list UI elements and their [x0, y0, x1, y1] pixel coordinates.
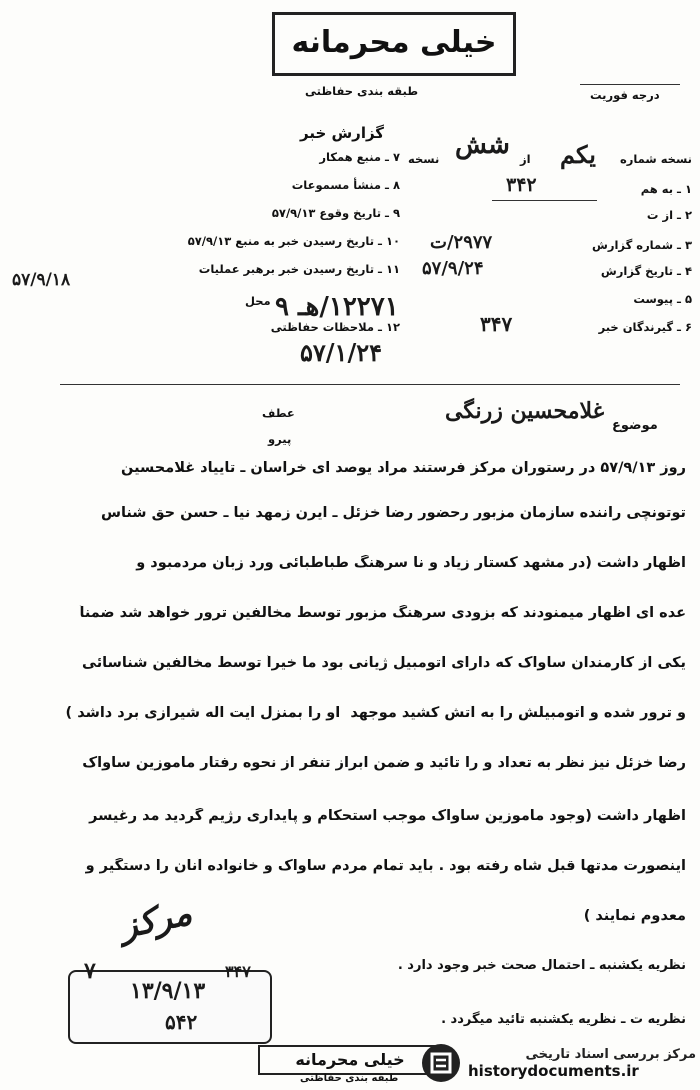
signature: مرکز	[116, 892, 196, 948]
body-line-3: اظهار داشت (در مشهد کستار زیاد و نا سرهنگ طباطبائی ورد زبان مردمبود و	[136, 555, 686, 571]
bottom-secret-stamp-text: خیلی محرمانه	[295, 1050, 405, 1069]
subject-value: غلامحسین زرنگی	[445, 398, 605, 424]
attachment-label: ۵ ـ پیوست	[633, 292, 692, 306]
received-source-label: ۱۰ ـ تاریخ رسیدن خبر به منبع ۵۷/۹/۱۳	[187, 234, 400, 248]
from-label: ۲ ـ از ت	[646, 208, 692, 222]
body-line-8: اظهار داشت (وجود ماموزین ساواک موجب استحکام و پایداری رژیم گردید مد رغیسر	[89, 808, 686, 824]
place-label: محل	[245, 294, 271, 308]
classification-label: طبقه بندی حفاظتی	[305, 84, 419, 98]
top-secret-stamp-text: خیلی محرمانه	[291, 25, 497, 60]
copy-unit-label: نسخه	[408, 152, 440, 166]
top-secret-stamp	[272, 12, 516, 76]
atf-label: عطف	[262, 406, 295, 420]
notes-label: ۱۲ ـ ملاحظات حفاظتی	[270, 320, 400, 334]
subject-label: موضوع	[612, 418, 658, 433]
copy-number: یکم	[560, 140, 596, 169]
peyro-label: پیرو	[268, 432, 292, 446]
theory-line-1: نظریه یکشنبه ـ احتمال صحت خبر وجود دارد .	[397, 958, 686, 973]
bottom-secret-stamp	[258, 1045, 442, 1075]
header-underline	[580, 84, 680, 85]
to-underline	[492, 200, 597, 201]
to-label: ۱ ـ به هم	[640, 182, 692, 196]
source-label: ۷ ـ منبع همکار	[319, 150, 400, 164]
logo-url: historydocuments.ir	[468, 1061, 639, 1080]
body-line-9: اینصورت مدتها قبل شاه رفته بود . باید تمام مردم ساواک و خانواده آنان را دستگیر و	[85, 858, 686, 874]
received-ops-value: ۵۷/۹/۱۸	[12, 270, 71, 290]
report-number-value: ۲۹۷۷/ت	[430, 232, 493, 253]
logo-text: مرکز بررسی اسناد تاریخی	[525, 1046, 696, 1062]
body-line-2: توتونچی راننده سازمان مزبور رحضور رضا خزئل ـ ایرن زمهد نیا ـ حسن حق شناس	[100, 505, 686, 521]
recipients-value: ۳۴۷	[480, 312, 513, 336]
urgency-label: درجه فوریت	[590, 88, 660, 102]
to-value: ۳۴۲	[506, 174, 537, 196]
section-divider	[60, 384, 680, 385]
body-line-6: و ترور شده و اتومبیلش را به آتش کشید موجهد ‌ او را بمنزل آیت اله شیرازی برد داشد )	[65, 705, 686, 721]
theory-line-2: نظریه ت ـ نظریه یکشنبه تائید میگردد .	[441, 1012, 686, 1027]
reference-date: ۵۷/۱/۲۴	[300, 338, 382, 367]
copy-label: نسخه شماره	[619, 152, 692, 166]
archive-logo-icon	[420, 1042, 462, 1084]
recipients-label: ۶ ـ گیرندگان خبر	[598, 320, 692, 334]
body-line-4: عده ای اظهار میمنودند که بزودی سرهنگ مزبور توسط مخالفین ترور خواهد شد ضمناً	[79, 605, 686, 621]
copy-total: شش	[455, 130, 510, 160]
registration-stamp-number: ۵۴۲	[165, 1010, 198, 1034]
body-line-10: معدوم نمایند )	[583, 908, 686, 924]
body-line-5: یکی از کارمندان ساواک که دارای اتومبیل ژیانی بود ما خیراً توسط مخالفین شناسائی	[82, 655, 686, 671]
registration-stamp-top: ۳۴۷	[225, 962, 251, 981]
report-date-label: ۴ ـ تاریخ گزارش	[600, 264, 692, 278]
reference-number: ۱۲۲۷۱/هـ ۹	[275, 292, 399, 322]
report-type: گزارش خبر	[300, 124, 385, 142]
registration-stamp-date: ۱۳/۹/۱۳	[130, 978, 206, 1004]
body-line-1: روز ۵۷/۹/۱۳ در رستوران مرکز فرستند مراد یوصد ای خراسان ـ تاییاد غلامحسین	[121, 460, 686, 476]
body-line-7: رضا خزئل نیز نظر به تعداد و را تائید و ضمن ابراز تنفر از نحوه رفتار ماموزین ساواک	[82, 755, 686, 771]
bottom-classification-label: طبقه بندی حفاظتی	[300, 1073, 399, 1084]
report-number-label: ۳ ـ شماره گزارش	[592, 238, 692, 252]
received-ops-label: ۱۱ ـ تاریخ رسیدن خبر برهبر عملیات	[198, 262, 400, 276]
logo-text-block	[462, 1047, 696, 1080]
registration-stamp-corner: ۷	[84, 958, 96, 984]
copy-of-label: از	[520, 152, 531, 166]
registration-stamp	[68, 958, 272, 1044]
event-date-label: ۹ ـ تاریخ وقوع ۵۷/۹/۱۳	[271, 206, 400, 220]
watermark-logo	[420, 1040, 696, 1086]
report-date-value: ۵۷/۹/۲۴	[422, 258, 484, 279]
origin-label: ۸ ـ منشأ مسموعات	[291, 178, 400, 192]
